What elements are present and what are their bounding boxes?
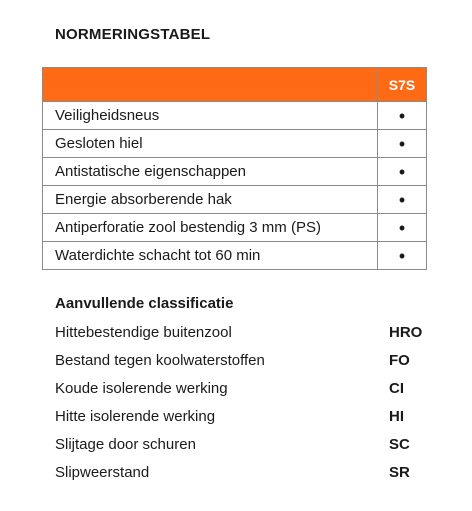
extra-classification-title: Aanvullende classificatie [55, 295, 234, 312]
list-item-code: HRO [389, 324, 423, 341]
table-row [43, 186, 427, 214]
extra-classification-list [55, 319, 435, 487]
table-row [43, 130, 427, 158]
table-row-feature: Waterdichte schacht tot 60 min [43, 242, 378, 270]
list-item-label: Slipweerstand [55, 464, 150, 481]
list-item-code: CI [389, 380, 404, 397]
table-row [43, 158, 427, 186]
list-item-label: Hitte isolerende werking [55, 408, 216, 425]
list-item [55, 431, 435, 459]
table-row-mark: • [378, 158, 427, 186]
list-item-label: Koude isolerende werking [55, 380, 228, 397]
list-item [55, 459, 435, 487]
table-row-mark: • [378, 130, 427, 158]
list-item-code: HI [389, 408, 404, 425]
table-header-feature [43, 68, 378, 102]
table-row [43, 242, 427, 270]
list-item [55, 319, 435, 347]
table-row-mark: • [378, 186, 427, 214]
list-item-label: Slijtage door schuren [55, 436, 196, 453]
page-title: NORMERINGSTABEL [55, 26, 211, 43]
norm-table [42, 67, 427, 270]
table-row-feature: Gesloten hiel [43, 130, 378, 158]
table-row-mark: • [378, 242, 427, 270]
list-item-code: SR [389, 464, 410, 481]
table-header-row [43, 68, 427, 102]
list-item [55, 375, 435, 403]
table-row-feature: Antiperforatie zool bestendig 3 mm (PS) [43, 214, 378, 242]
table-row [43, 102, 427, 130]
list-item-code: FO [389, 352, 410, 369]
list-item-code: SC [389, 436, 410, 453]
table-row-mark: • [378, 102, 427, 130]
table-row-feature: Energie absorberende hak [43, 186, 378, 214]
table-row-mark: • [378, 214, 427, 242]
list-item [55, 403, 435, 431]
list-item-label: Hittebestendige buitenzool [55, 324, 232, 341]
table-row-feature: Veiligheidsneus [43, 102, 378, 130]
list-item [55, 347, 435, 375]
list-item-label: Bestand tegen koolwaterstoffen [55, 352, 265, 369]
table-header-code: S7S [378, 68, 427, 102]
table-row-feature: Antistatische eigenschappen [43, 158, 378, 186]
table-row [43, 214, 427, 242]
